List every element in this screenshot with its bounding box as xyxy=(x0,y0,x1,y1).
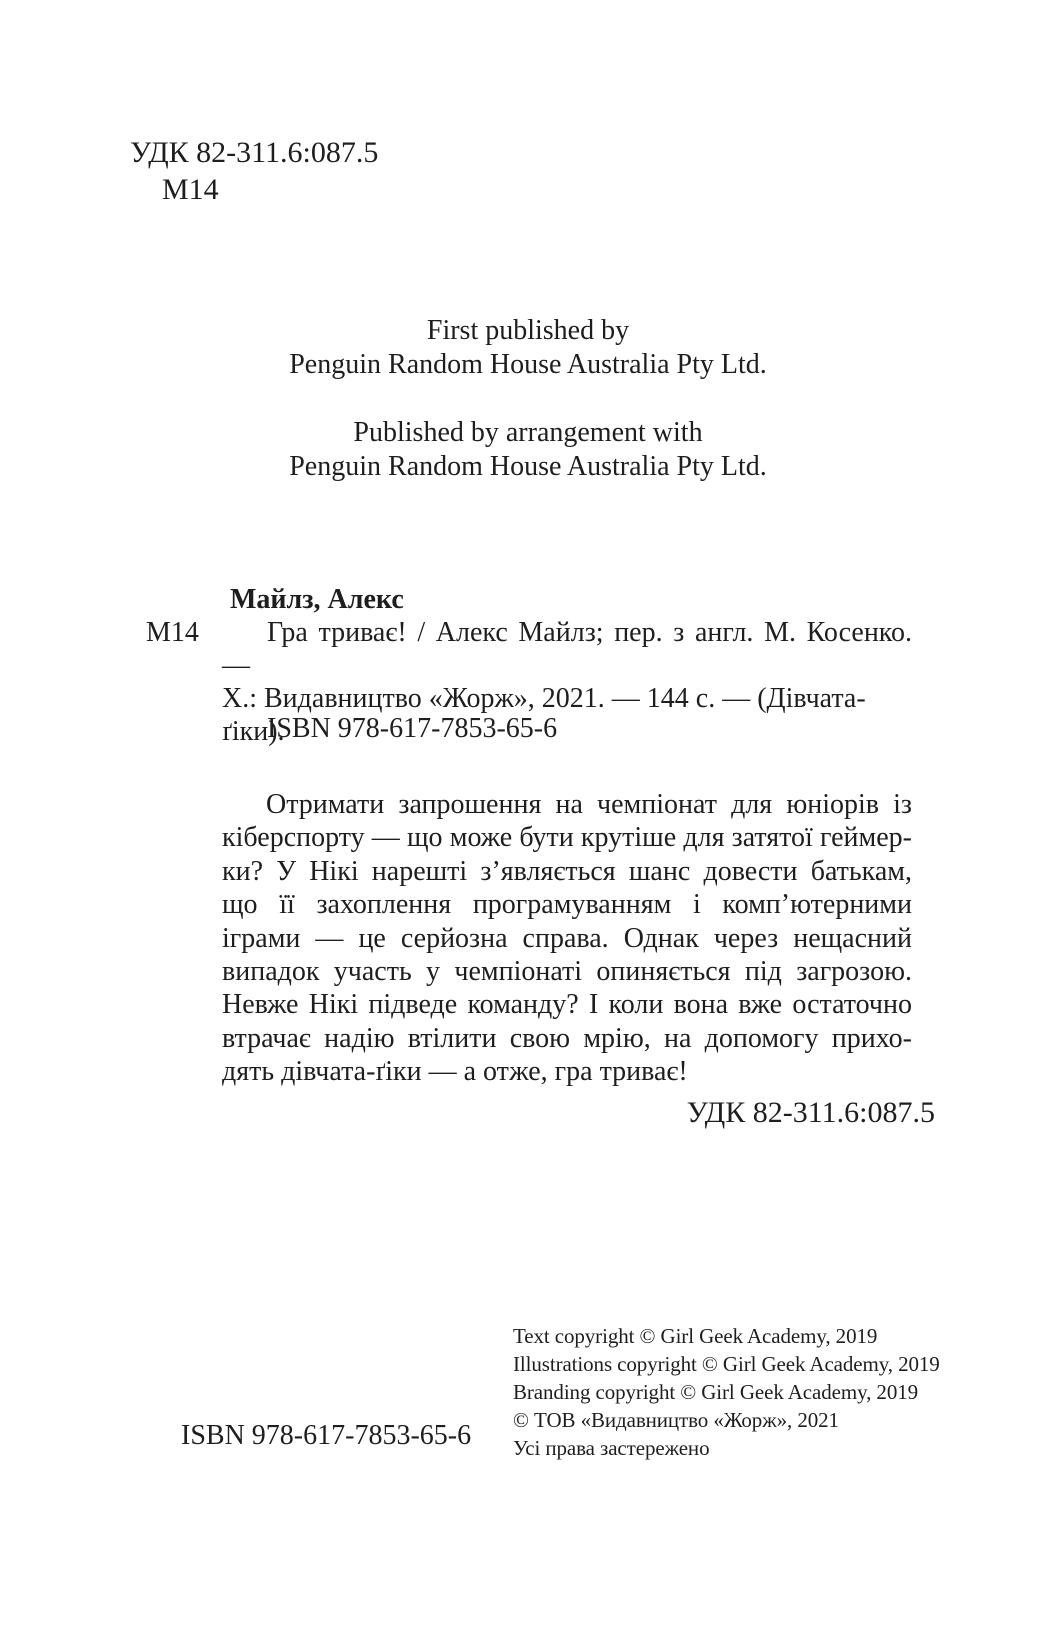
catalog-isbn: ISBN 978-617-7853-65-6 xyxy=(267,713,558,744)
copyright-line-text: Text copyright © Girl Geek Academy, 2019 xyxy=(513,1324,878,1348)
udk-number-bottom: УДК 82-311.6:087.5 xyxy=(686,1096,935,1129)
annotation-line: дять дівчата-ґіки — а отже, гра триває! xyxy=(222,1056,688,1088)
arrangement-label: Published by arrangement with xyxy=(353,417,703,448)
arrangement-publisher: Penguin Random House Australia Pty Ltd. xyxy=(289,451,767,482)
copyright-line-publisher: © ТОВ «Видавництво «Жорж», 2021 xyxy=(513,1408,839,1432)
udk-number-top: УДК 82-311.6:087.5 xyxy=(130,136,379,169)
author-sign-code: М14 xyxy=(146,617,199,648)
copyright-line-rights: Усі права застережено xyxy=(513,1436,710,1460)
catalog-author: Майлз, Алекс xyxy=(230,584,404,615)
footer-isbn: ISBN 978-617-7853-65-6 xyxy=(181,1420,472,1451)
first-published-publisher: Penguin Random House Australia Pty Ltd. xyxy=(289,349,767,380)
author-sign-code-top: М14 xyxy=(162,173,219,206)
annotation-line: іграми — це серйозна справа. Однак через нещасний xyxy=(222,922,912,954)
annotation-line: випадок участь у чемпіонаті опиняється під загрозою. xyxy=(222,956,912,988)
annotation-line: втрачає надію втілити свою мрію, на допомогу прихо- xyxy=(222,1022,912,1054)
udk-index-block xyxy=(130,134,378,208)
copyright-block xyxy=(513,1322,940,1462)
arrangement-block xyxy=(0,416,1056,484)
annotation-line: Отримати запрошення на чемпіонат для юніорів із xyxy=(266,789,912,820)
annotation-line: кіберспорту — що може бути крутіше для затятої геймер- xyxy=(222,822,912,854)
catalog-entry-line-1: Гра триває! / Алекс Майлз; пер. з англ. М. Косенко. — xyxy=(222,617,912,681)
catalog-entry-line-2: Х.: Видавництво «Жорж», 2021. — 144 с. — (Дівчата-ґіки). xyxy=(222,683,866,747)
first-published-label: First published by xyxy=(426,315,630,346)
first-published-block xyxy=(0,314,1056,382)
annotation-line: Невже Нікі підведе команду? І коли вона вже остаточно xyxy=(222,989,912,1021)
copyright-line-illustrations: Illustrations copyright © Girl Geek Academy, 2019 xyxy=(513,1352,940,1376)
annotation-line: що її захоплення програмуванням і комп’ютерними xyxy=(222,889,912,921)
annotation-paragraph xyxy=(222,788,912,1089)
annotation-line: ки? У Нікі нарешті з’являється шанс довести батькам, xyxy=(222,855,912,887)
copyright-line-branding: Branding copyright © Girl Geek Academy, 2019 xyxy=(513,1380,919,1404)
